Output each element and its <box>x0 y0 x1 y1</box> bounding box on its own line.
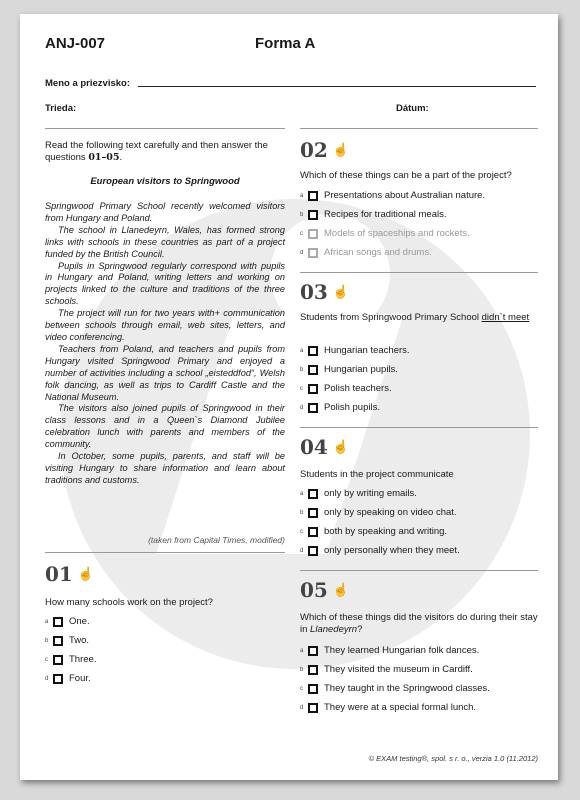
exam-sheet <box>20 14 558 780</box>
checkbox[interactable] <box>308 646 318 656</box>
q02-option-c[interactable]: c Models of spaceships and rockets. <box>300 228 470 239</box>
divider <box>45 552 285 553</box>
checkbox[interactable] <box>308 489 318 499</box>
q03-option-a[interactable]: a Hungarian teachers. <box>300 345 410 356</box>
checkbox[interactable] <box>308 365 318 375</box>
q03-option-d[interactable]: d Polish pupils. <box>300 402 380 413</box>
divider <box>300 128 538 129</box>
checkbox[interactable] <box>308 191 318 201</box>
date-label: Dátum: <box>396 103 429 114</box>
checkbox[interactable] <box>308 210 318 220</box>
question-05-text: Which of these things did the visitors do during their stay in Llanedeyrn? <box>300 612 538 635</box>
q02-option-d[interactable]: d African songs and drums. <box>300 247 432 258</box>
thumbs-up-icon: ☝ <box>77 566 95 581</box>
story-paragraph: The school in Llanedeyrn, Wales, has formed strong links with schools in these countries as part of a project funded by the British Council. <box>45 224 285 259</box>
thumbs-up-icon: ☝ <box>332 284 350 299</box>
story-paragraph: The visitors also joined pupils of Springwood in their class lessons and in a Queen`s Diamond Jubilee celebration lunch with parents and members of the community. <box>45 403 285 450</box>
checkbox[interactable] <box>308 384 318 394</box>
name-label: Meno a priezvisko: <box>45 78 130 89</box>
question-02-text: Which of these things can be a part of the project? <box>300 170 512 181</box>
q05-option-b[interactable]: b They visited the museum in Cardiff. <box>300 664 473 675</box>
checkbox[interactable] <box>308 508 318 518</box>
instructions: Read the following text carefully and then answer the questions 01–05. <box>45 140 268 163</box>
checkbox[interactable] <box>308 229 318 239</box>
story-paragraph: Teachers from Poland, and teachers and pupils from Hungary visited Springwood Primary and enjoyed a number of activities including a school „eisteddfod“, Welsh folk dancing, as well as trips to Cardiff Castle and the National Museum. <box>45 343 285 402</box>
divider <box>45 128 285 129</box>
story-text <box>45 201 285 487</box>
q02-option-b[interactable]: b Recipes for traditional meals. <box>300 209 447 220</box>
q05-option-d[interactable]: d They were at a special formal lunch. <box>300 702 477 713</box>
q02-option-a[interactable]: a Presentations about Australian nature. <box>300 190 486 201</box>
copyright-footer: © EXAM testing®, spol. s r. o., verzia 1.0 (11.2012) <box>368 754 538 763</box>
checkbox[interactable] <box>53 636 63 646</box>
form-title: Forma A <box>255 35 316 52</box>
q01-option-c[interactable]: c Three. <box>45 654 97 665</box>
checkbox[interactable] <box>308 665 318 675</box>
test-code: ANJ-007 <box>45 35 106 52</box>
divider <box>300 272 538 273</box>
divider <box>300 570 538 571</box>
q05-option-c[interactable]: c They taught in the Springwood classes. <box>300 683 490 694</box>
question-01-number: 01 ☝ <box>45 562 95 586</box>
story-title: European visitors to Springwood <box>90 176 240 187</box>
name-field[interactable] <box>138 86 536 87</box>
checkbox[interactable] <box>308 346 318 356</box>
class-label: Trieda: <box>45 103 77 114</box>
question-02-number: 02 ☝ <box>300 138 350 162</box>
thumbs-up-icon: ☝ <box>332 582 350 597</box>
q01-option-a[interactable]: a One. <box>45 616 90 627</box>
thumbs-up-icon: ☝ <box>332 439 350 454</box>
q01-option-b[interactable]: b Two. <box>45 635 90 646</box>
story-paragraph: The project will run for two years with+ communication between schools through email, web sites, letters, and video conferencing. <box>45 308 285 342</box>
q03-option-b[interactable]: b Hungarian pupils. <box>300 364 398 375</box>
q01-option-d[interactable]: d Four. <box>45 673 91 684</box>
question-03-number: 03 ☝ <box>300 280 350 304</box>
checkbox[interactable] <box>53 674 63 684</box>
checkbox[interactable] <box>308 703 318 713</box>
q04-option-a[interactable]: a only by writing emails. <box>300 488 417 499</box>
question-03-text: Students from Springwood Primary School didn`t meet <box>300 312 530 323</box>
question-04-number: 04 ☝ <box>300 435 350 459</box>
question-04-text: Students in the project communicate <box>300 469 454 480</box>
thumbs-up-icon: ☝ <box>332 142 350 157</box>
question-01-text: How many schools work on the project? <box>45 597 213 608</box>
q04-option-c[interactable]: c both by speaking and writing. <box>300 526 448 537</box>
checkbox[interactable] <box>308 403 318 413</box>
q03-option-c[interactable]: c Polish teachers. <box>300 383 392 394</box>
q04-option-d[interactable]: d only personally when they meet. <box>300 545 460 556</box>
checkbox[interactable] <box>308 248 318 258</box>
checkbox[interactable] <box>53 617 63 627</box>
story-paragraph: Pupils in Springwood regularly correspond with pupils in Hungary and Poland, writing letters and working on projects linked to the culture and traditions of the three schools. <box>45 260 285 307</box>
checkbox[interactable] <box>308 527 318 537</box>
checkbox[interactable] <box>308 546 318 556</box>
q05-option-a[interactable]: a They learned Hungarian folk dances. <box>300 645 480 656</box>
q04-option-b[interactable]: b only by speaking on video chat. <box>300 507 457 518</box>
story-paragraph: In October, some pupils, parents, and staff will be visiting Hungary to share information and learn about traditions and customs. <box>45 451 285 485</box>
checkbox[interactable] <box>308 684 318 694</box>
story-paragraph: Springwood Primary School recently welcomed visitors from Hungary and Poland. <box>45 201 285 223</box>
source-citation: (taken from Capital Times, modified) <box>148 535 285 545</box>
checkbox[interactable] <box>53 655 63 665</box>
divider <box>300 427 538 428</box>
question-05-number: 05 ☝ <box>300 578 350 602</box>
